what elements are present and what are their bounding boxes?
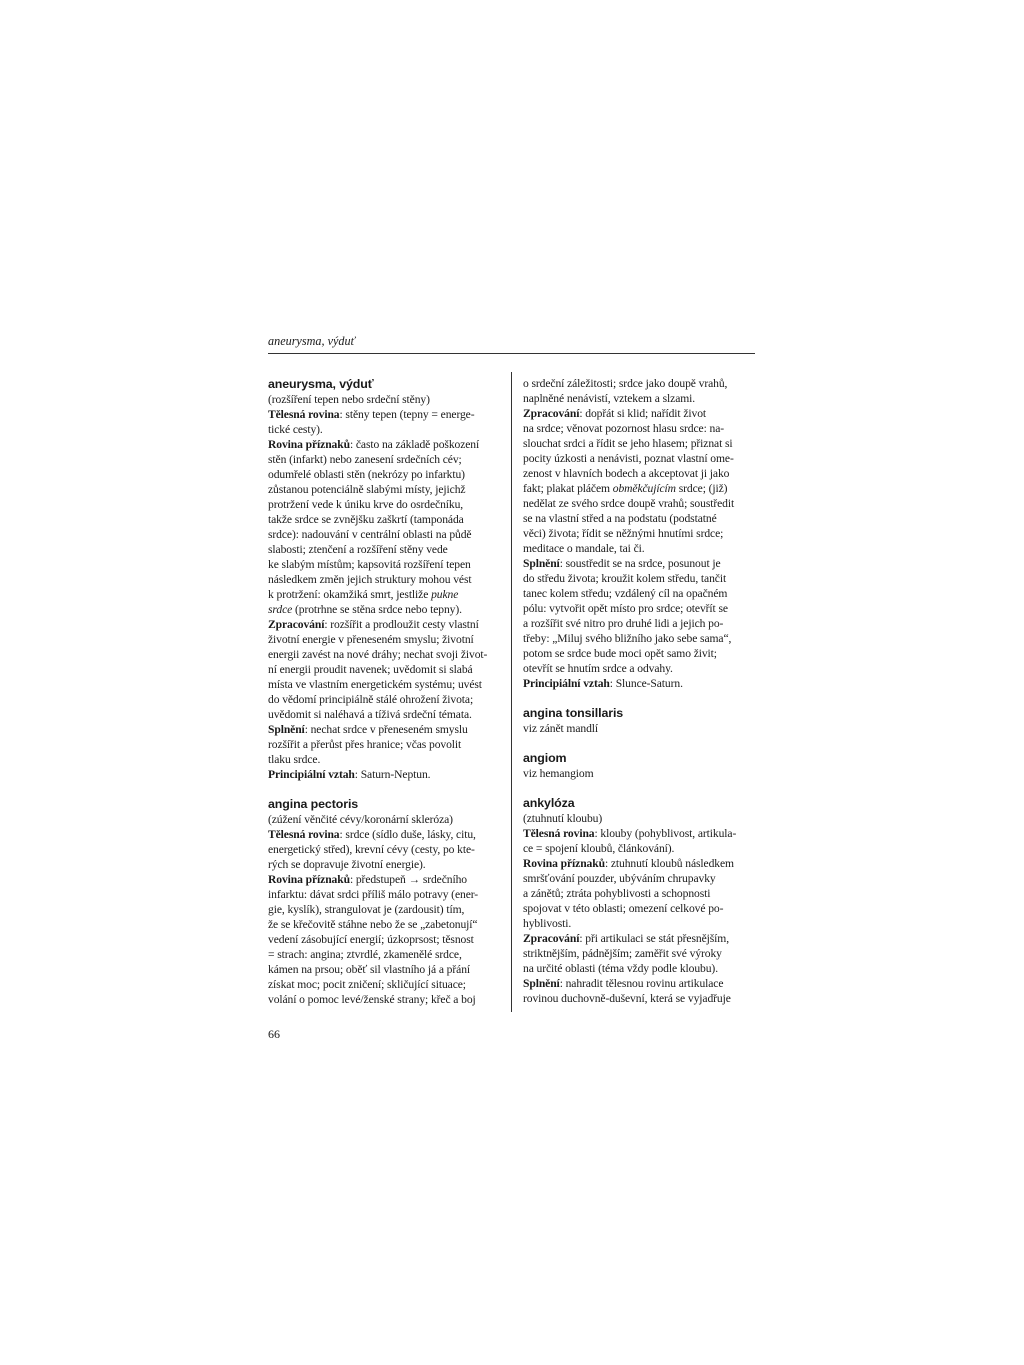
entry-line: [523, 646, 759, 661]
entry-line: [523, 931, 759, 946]
line-text: energetický střed), krevní cévy (cesty, po kte-: [268, 843, 475, 856]
entry-line: [268, 812, 504, 827]
entry-line: [523, 556, 759, 571]
entry-line: [268, 602, 504, 617]
dictionary-entry: [268, 376, 504, 782]
field-label: Tělesná rovina: [523, 827, 595, 840]
field-label: Principiální vztah: [523, 677, 610, 690]
entry-line: [268, 722, 504, 737]
field-label: Tělesná rovina: [268, 828, 340, 841]
entry-line: [523, 721, 759, 736]
entry-line: [268, 992, 504, 1007]
line-text: otevřít se hnutím srdce a odvahy.: [523, 662, 673, 675]
entry-line: [268, 977, 504, 992]
entry-line: [523, 616, 759, 631]
line-text: : často na základě poškození: [349, 438, 480, 451]
line-text: takže srdce se zvnějšku zaškrtí (tamponáda: [268, 513, 464, 526]
entry-line: [268, 857, 504, 872]
field-label: Zpracování: [523, 407, 580, 420]
entry-line: [268, 767, 504, 782]
line-text: : rozšířit a prodloužit cesty vlastní: [324, 618, 479, 631]
line-text: rozšířit a přerůst přes hranice; včas povolit: [268, 738, 462, 751]
line-text: následkem změn jejich struktury mohou vést: [268, 573, 472, 586]
line-text: meditace o mandale, tai či.: [523, 542, 645, 555]
line-text: : ztuhnutí kloubů následkem: [604, 857, 734, 870]
entry-line: [268, 827, 504, 842]
entry-line: [268, 542, 504, 557]
field-label: Zpracování: [268, 618, 325, 631]
line-text: : stěny tepen (tepny = energe-: [339, 408, 475, 421]
entry-line: [268, 692, 504, 707]
line-text: životní energie v přeneseném smyslu; životní: [268, 633, 474, 646]
entry-line: [268, 527, 504, 542]
entry-line: [523, 766, 759, 781]
line-text: rovinou duchovně-duševní, která se vyjadřuje: [523, 992, 731, 1005]
italic-text: srdce: [268, 603, 293, 616]
dictionary-entry: [523, 376, 759, 691]
entry-term: ankylóza: [523, 796, 575, 810]
right-column: [523, 376, 759, 1006]
field-label: Splnění: [268, 723, 305, 736]
line-text: ce = spojení kloubů, článkování).: [523, 842, 675, 855]
entry-line: [523, 661, 759, 676]
entry-line: [268, 962, 504, 977]
entry-line: [268, 452, 504, 467]
entry-line: [268, 632, 504, 647]
running-header: aneurysma, výduť: [268, 334, 356, 348]
line-text: fakt; plakat pláčem: [523, 482, 613, 495]
entry-line: [268, 707, 504, 722]
entry-term: angina pectoris: [268, 797, 359, 811]
field-label: Principiální vztah: [268, 768, 355, 781]
entry-line: [268, 572, 504, 587]
entry-line: [268, 647, 504, 662]
line-text: : nahradit tělesnou rovinu artikulace: [559, 977, 724, 990]
line-text: viz zánět mandlí: [523, 722, 599, 735]
dictionary-entry: [268, 796, 504, 1007]
line-text: zůstanou potenciálně slabými místy, jejichž: [268, 483, 466, 496]
line-text: : při artikulaci se stát přesnějším,: [579, 932, 729, 945]
line-text: srdce; (již): [675, 482, 728, 495]
line-text: hyblivosti.: [523, 917, 572, 930]
line-text: věci) života; řídit se něžnými hnutími srdce;: [523, 527, 724, 540]
entry-line: [268, 617, 504, 632]
line-text: se na vlastní střed a na podstatu (podstatné: [523, 512, 717, 525]
entry-line: [523, 601, 759, 616]
line-text: smršťování pouzder, ubýváním chrupavky: [523, 872, 716, 885]
entry-term: angiom: [523, 751, 567, 765]
dictionary-entry: [523, 705, 759, 736]
entry-line: [268, 587, 504, 602]
line-text: rých se dopravuje životní energie).: [268, 858, 426, 871]
entry-line: [523, 541, 759, 556]
line-text: k protržení: okamžiká smrt, jestliže: [268, 588, 432, 601]
line-text: na určité oblasti (téma vždy podle kloubu).: [523, 962, 718, 975]
line-text: viz hemangiom: [523, 767, 594, 780]
line-text: : Saturn-Neptun.: [354, 768, 431, 781]
left-column: [268, 376, 504, 1007]
field-label: Rovina příznaků: [268, 438, 350, 451]
line-text: na srdce; věnovat pozornost hlasu srdce: na-: [523, 422, 724, 435]
line-text: uvědomit si naléhavá a tíživá srdeční témata.: [268, 708, 472, 721]
line-text: třeby: „Miluj svého bližního jako sebe sama“,: [523, 632, 732, 645]
line-text: a rozšířit své nitro pro druhé lidi a jejich po-: [523, 617, 724, 630]
entry-line: [268, 482, 504, 497]
line-text: vedení zásobující energií; úzkoprsost; těsnost: [268, 933, 474, 946]
line-text: ní energii proudit navenek; uvědomit si slabá: [268, 663, 473, 676]
line-text: stěn (infarkt) nebo zanesení srdečních cév;: [268, 453, 462, 466]
entry-line: [268, 512, 504, 527]
italic-text: obměkčujícím: [612, 482, 676, 495]
entry-line: [523, 376, 759, 391]
entry-line: [523, 856, 759, 871]
entry-line: [523, 466, 759, 481]
entry-line: [523, 886, 759, 901]
entry-line: [523, 826, 759, 841]
entry-line: [523, 961, 759, 976]
entry-line: [523, 436, 759, 451]
line-text: (rozšíření tepen nebo srdeční stěny): [268, 393, 430, 406]
entry-line: [523, 406, 759, 421]
line-text: tlaku srdce.: [268, 753, 321, 766]
entry-line: [268, 662, 504, 677]
line-text: spojovat v této oblasti; omezení celkové po-: [523, 902, 724, 915]
field-label: Splnění: [523, 977, 560, 990]
line-text: slabosti; ztenčení a rozšíření stěny vede: [268, 543, 448, 556]
line-text: infarktu: dávat srdci příliš málo potravy (ener-: [268, 888, 479, 901]
entry-line: [523, 946, 759, 961]
entry-line: [523, 871, 759, 886]
entry-line: [268, 497, 504, 512]
line-text: gie, kyslík), strangulovat je (zardousit) tím,: [268, 903, 465, 916]
line-text: do vědomí principiálně stálé ohrožení života;: [268, 693, 474, 706]
entry-line: [268, 392, 504, 407]
entry-line: [523, 916, 759, 931]
entry-line: [268, 422, 504, 437]
line-text: (zúžení věnčité cévy/koronární skleróza): [268, 813, 453, 826]
dictionary-entry: [523, 750, 759, 781]
line-text: : předstupeň → srdečního: [349, 873, 467, 886]
entry-line: [268, 557, 504, 572]
line-text: že se křečovitě stáhne nebo že se „zabetonují“: [268, 918, 478, 931]
line-text: zenost v hlavních bodech a akceptovat ji jako: [523, 467, 730, 480]
line-text: : klouby (pohyblivost, artikula-: [594, 827, 737, 840]
line-text: potom se srdce bude moci opět samo živit;: [523, 647, 717, 660]
entry-line: [268, 737, 504, 752]
entry-line: [523, 676, 759, 691]
field-label: Tělesná rovina: [268, 408, 340, 421]
entry-line: [268, 932, 504, 947]
entry-line: [523, 841, 759, 856]
entry-line: [268, 752, 504, 767]
field-label: Zpracování: [523, 932, 580, 945]
entry-line: [523, 976, 759, 991]
line-text: : dopřát si klid; nařídit život: [579, 407, 707, 420]
line-text: tické cesty).: [268, 423, 323, 436]
line-text: tanec kolem středu; vzdálený cíl na opačném: [523, 587, 728, 600]
entry-line: [523, 421, 759, 436]
line-text: srdce): nadouvání v centrální oblasti na půdě: [268, 528, 472, 541]
entry-line: [523, 991, 759, 1006]
entry-line: [268, 872, 504, 887]
line-text: kámen na prsou; oběť sil vlastního já a přání: [268, 963, 471, 976]
page-number: 66: [268, 1027, 280, 1041]
field-label: Rovina příznaků: [268, 873, 350, 886]
line-text: (ztuhnutí kloubu): [523, 812, 603, 825]
entry-line: [523, 901, 759, 916]
entry-line: [523, 391, 759, 406]
line-text: získat moc; pocit zničení; skličující situace;: [268, 978, 466, 991]
entry-line: [523, 511, 759, 526]
column-divider: [511, 372, 512, 1012]
line-text: (protrhne se stěna srdce nebo tepny).: [292, 603, 462, 616]
line-text: a zánětů; ztráta pohyblivosti a schopnosti: [523, 887, 711, 900]
line-text: : srdce (sídlo duše, lásky, citu,: [339, 828, 476, 841]
entry-line: [268, 917, 504, 932]
line-text: o srdeční záležitosti; srdce jako doupě vrahů,: [523, 377, 728, 390]
header-rule: [268, 353, 755, 354]
line-text: : Slunce-Saturn.: [609, 677, 683, 690]
line-text: do středu života; kroužit kolem středu, tančit: [523, 572, 727, 585]
line-text: nedělat ze svého srdce doupě vrahů; soustředit: [523, 497, 735, 510]
entry-line: [523, 451, 759, 466]
entry-line: [268, 902, 504, 917]
entry-line: [523, 496, 759, 511]
line-text: striktnějším, pádnějším; zaměřit své výroky: [523, 947, 722, 960]
entry-term: aneurysma, výduť: [268, 377, 374, 391]
entry-line: [268, 842, 504, 857]
line-text: odumřelé oblasti stěn (nekrózy po infarktu): [268, 468, 465, 481]
entry-term: angina tonsillaris: [523, 706, 624, 720]
line-text: pólu: vytvořit opět místo pro srdce; otevřít se: [523, 602, 728, 615]
entry-line: [268, 947, 504, 962]
entry-line: [523, 586, 759, 601]
line-text: pocity úzkosti a nenávisti, poznat vlastní ome-: [523, 452, 734, 465]
line-text: ke slabým místům; kapsovitá rozšíření tepen: [268, 558, 471, 571]
entry-line: [523, 481, 759, 496]
line-text: volání o pomoc levé/ženské strany; křeč a boj: [268, 993, 476, 1006]
field-label: Splnění: [523, 557, 560, 570]
line-text: : nechat srdce v přeneseném smyslu: [304, 723, 468, 736]
line-text: = strach: angina; ztvrdlé, zkamenělé srdce,: [268, 948, 462, 961]
line-text: slouchat srdci a řídit se jeho hlasem; přiznat si: [523, 437, 733, 450]
dictionary-entry: [523, 795, 759, 1006]
entry-line: [268, 407, 504, 422]
entry-line: [268, 437, 504, 452]
italic-text: pukne: [431, 588, 459, 601]
entry-line: [268, 887, 504, 902]
line-text: místa ve vlastním energetickém systému; uvést: [268, 678, 482, 691]
line-text: : soustředit se na srdce, posunout je: [559, 557, 721, 570]
field-label: Rovina příznaků: [523, 857, 605, 870]
entry-line: [523, 571, 759, 586]
entry-line: [268, 677, 504, 692]
line-text: energii zavést na nové dráhy; nechat svoji život-: [268, 648, 488, 661]
entry-line: [268, 467, 504, 482]
line-text: naplněné nenávistí, vztekem a slzami.: [523, 392, 696, 405]
entry-line: [523, 631, 759, 646]
line-text: protržení vede k úniku krve do osrdečníku,: [268, 498, 464, 511]
entry-line: [523, 526, 759, 541]
entry-line: [523, 811, 759, 826]
